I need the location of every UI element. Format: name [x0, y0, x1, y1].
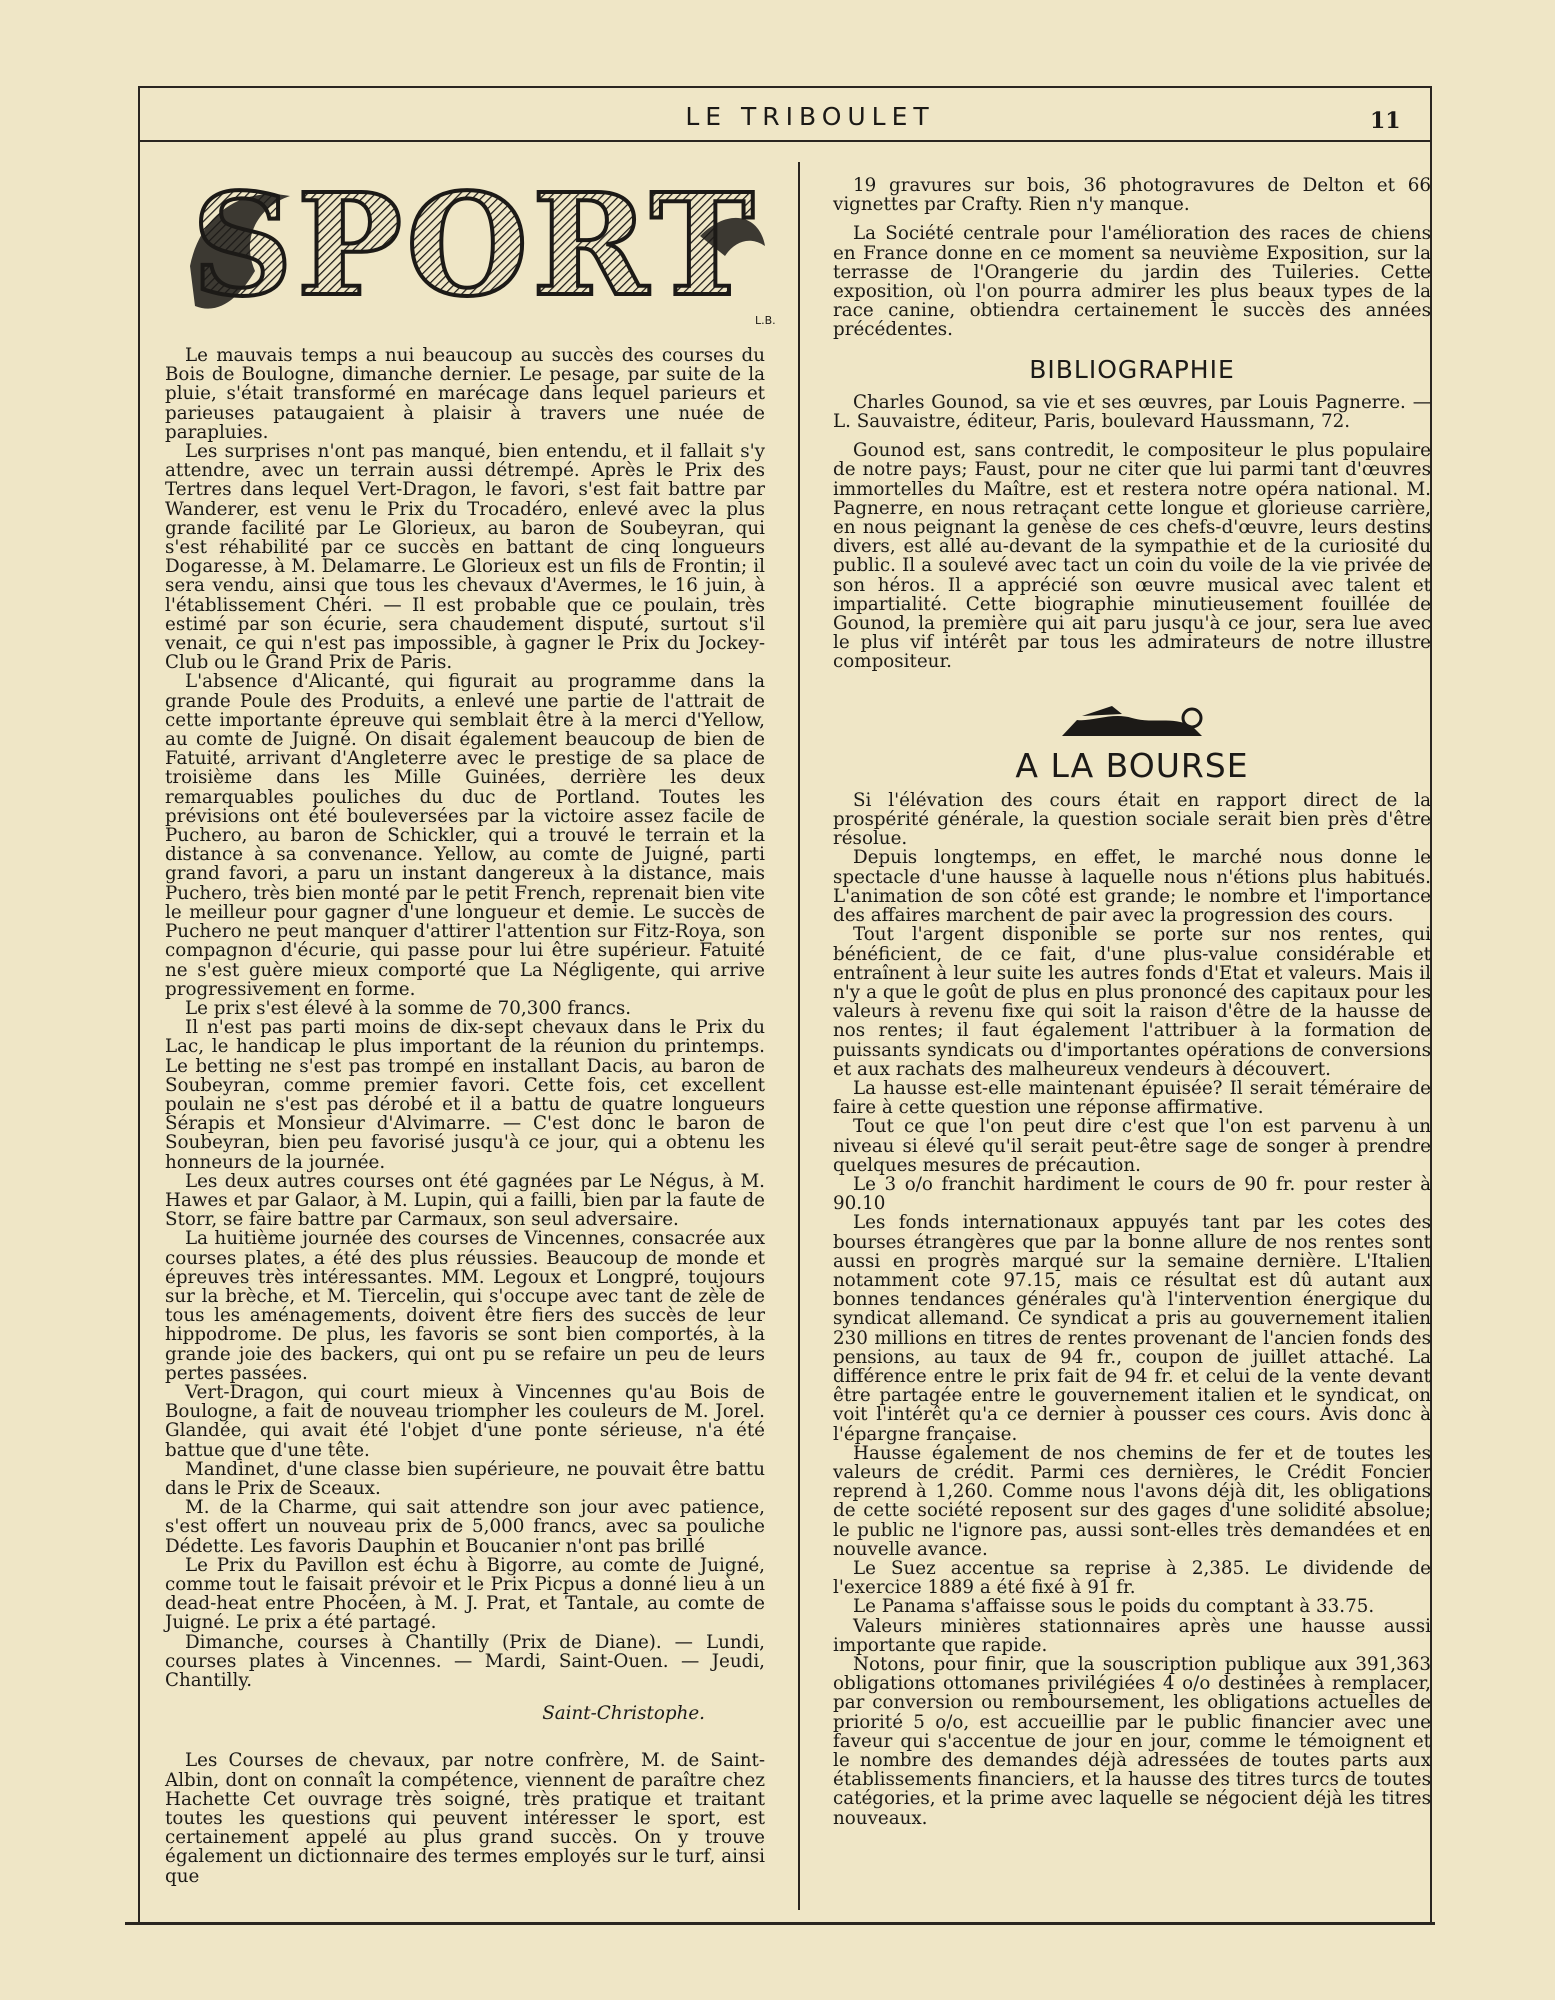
- bourse-paragraph: Le 3 o/o franchit hardiment le cours de 90 fr. pour rester à 90.10: [833, 1173, 1431, 1215]
- sport-masthead: [180, 164, 776, 328]
- sport-paragraph: La huitième journée des courses de Vincennes, consacrée aux courses plates, a été des plus réussies. Beaucoup de monde et épreuves très intéressantes. MM. Legoux et Longpré, toujours sur la brèche, et M. Tiercelin, qui s'occupe avec tant de zèle de tous les aménagements, doivent être fiers des succès de leur hippodrome. De plus, les favoris se sont bien comportés, à la grande joie des backers, qui ont pu se refaire un peu de leurs pertes passées.: [165, 1228, 765, 1384]
- sport-paragraph: Vert-Dragon, qui court mieux à Vincennes qu'au Bois de Boulogne, a fait de nouveau triompher les couleurs de M. Jorel. Glandée, qui avait été l'objet d'une ponte sérieuse, n'a été battue que d'une tête.: [165, 1381, 765, 1461]
- book-note: Les Courses de chevaux, par notre confrère, M. de Saint-Albin, dont on connaît la compétence, viennent de paraître chez Hachette Cet ouvrage très soigné, très pratique et traitant toutes les questions qui peuvent intéresser le sport, est certainement appelé au plus grand succès. On y trouve également un dictionnaire des termes employés sur le turf, ainsi que: [165, 1750, 765, 1887]
- sport-paragraph: M. de la Charme, qui sait attendre son jour avec patience, s'est offert un nouveau prix de 5,000 francs, avec sa pouliche Dédette. Les favoris Dauphin et Boucanier n'ont pas brillé: [165, 1497, 765, 1557]
- sport-paragraph: Le prix s'est élevé à la somme de 70,300 francs.: [185, 997, 632, 1019]
- page-number: 11: [1370, 108, 1401, 134]
- bibliography-body: Gounod est, sans contredit, le compositeur le plus populaire de notre pays; Faust, pour ne citer que lui parmi tant d'œuvres immortelles du Maître, est et restera notre opéra national. M. Pagnerre, en nous retraçant cette longue et glorieuse carrière, en nous peignant la genèse de ces chefs-d'œuvre, leurs destins divers, est allé au-devant de la sympathie et de la curiosité du public. Il a soulevé avec tact un coin du voile de la vie privée de son héros. Il a apprécié son œuvre musical avec talent et impartialité. Cette biographie minutieusement fouillée de Gounod, la première qui ait paru jusqu'à ce jour, sera lue avec le plus vif intérêt par tous les admirateurs de notre illustre compositeur.: [833, 440, 1431, 673]
- header-rule: [138, 140, 1430, 142]
- sport-paragraph: Dimanche, courses à Chantilly (Prix de Diane). — Lundi, courses plates à Vincennes. — Mardi, Saint-Ouen. — Jeudi, Chantilly.: [165, 1631, 765, 1692]
- masthead-title: SPORT: [191, 164, 759, 328]
- bibliographie-heading: BIBLIOGRAPHIE: [1029, 354, 1235, 384]
- masthead-signature: L.B.: [755, 314, 776, 327]
- bourse-paragraph: Depuis longtemps, en effet, le marché nous donne le spectacle d'une hausse à laquelle nous n'étions plus habitués. L'animation de son côté est grande; le nombre et l'importance des affaires marchent de pair avec la progression des cours.: [833, 847, 1431, 927]
- bourse-paragraph: Tout l'argent disponible se porte sur nos rentes, qui bénéficient, de ce fait, d'une plus-value considérable et entraînent à leur suite les autres fonds d'Etat et valeurs. Mais il n'y a que le goût de plus en plus prononcé des capitaux pour les valeurs à revenu fixe qui soit la raison d'être de la hausse de nos rentes; il faut également l'attribuer à la formation de puissants syndicats ou d'importantes opérations de conversions et aux rachats des malheureux vendeurs à découvert.: [833, 924, 1431, 1080]
- jester-ornament-icon: [1052, 696, 1212, 746]
- continuation-paragraph: 19 gravures sur bois, 36 photogravures de Delton et 66 vignettes par Crafty. Rien n'y manque.: [833, 175, 1431, 216]
- bourse-paragraph: Tout ce que l'on peut dire c'est que l'on est parvenu à un niveau si élevé qu'il serait peut-être sage de songer à prendre quelques mesures de précaution.: [833, 1116, 1431, 1176]
- bourse-paragraph: Les fonds internationaux appuyés tant par les cotes des bourses étrangères que par la bonne allure de nos rentes sont aussi en progrès marqué sur la semaine dernière. L'Italien notamment cote 97.15, mais ce résultat est dû autant aux bonnes tendances générales qu'à l'intervention énergique du syndicat allemand. Ce syndicat a pris au gouvernement italien 230 millions en titres de rentes provenant de l'ancien fonds des pensions, au taux de 94 fr., coupon de juillet attaché. La différence entre le prix fait de 94 fr. et celui de la vente devant être partagée entre le gouvernement italien et le syndicat, on voit l'intérêt qu'a ce dernier à pousser ces cours. Avis donc à l'épargne française.: [833, 1212, 1431, 1445]
- bourse-paragraph: Valeurs minières stationnaires après une hausse aussi importante que rapide.: [833, 1615, 1431, 1656]
- bourse-paragraph: Le Panama s'affaisse sous le poids du comptant à 33.75.: [853, 1596, 1375, 1618]
- sport-paragraph: Le Prix du Pavillon est échu à Bigorre, au comte de Juigné, comme tout le faisait prévoir et le Prix Picpus a donné lieu à un dead-heat entre Phocéen, à M. J. Prat, et Tantale, au comte de Juigné. Le prix a été partagé.: [165, 1554, 765, 1634]
- dog-show-paragraph: La Société centrale pour l'amélioration des races de chiens en France donne en ce moment sa neuvième Exposition, sur la terrasse de l'Orangerie du jardin des Tuileries. Cette exposition, où l'on pourra admirer les plus beaux types de la race canine, obtiendra certainement le succès des années précédentes.: [833, 223, 1431, 341]
- bourse-paragraph: Notons, pour finir, que la souscription publique aux 391,363 obligations ottomanes privilégiées 4 o/o destinées à remplacer, par conversion ou remboursement, les obligations actuelles de priorité 5 o/o, est accueillie par le public financier avec une faveur qui s'accentue de jour en jour, comme le témoignent et le nombre des demandes déjà adressées de toutes parts aux établissements financiers, et la hausse des titres turcs de toutes catégories, et la prime avec laquelle se négocient déjà les titres nouveaux.: [833, 1654, 1431, 1829]
- sport-paragraph: Les surprises n'ont pas manqué, bien entendu, et il fallait s'y attendre, avec un terrain aussi détrempé. Après le Prix des Tertres dans lequel Vert-Dragon, le favori, s'est fait battre par Wanderer, est venu le Prix du Trocadéro, enlevé avec la plus grande facilité par Le Glorieux, au baron de Soubeyran, qui s'est réhabilité par ce succès en battant de cinq longueurs Dogaresse, à M. Delamarre. Le Glorieux est un fils de Frontin; il sera vendu, ainsi que tous les chevaux d'Avermes, le 16 juin, à l'établissement Chéri. — Il est probable que ce poulain, très estimé par son écurie, sera chaudement disputé, surtout s'il venait, ce qui n'est pas impossible, à gagner le Prix du Jockey-Club ou le Grand Prix de Paris.: [165, 441, 765, 674]
- sport-paragraph: Les deux autres courses ont été gagnées par Le Négus, à M. Hawes et par Galaor, à M. Lupin, qui a failli, bien par la faute de Storr, se faire battre par Carmaux, son seul adversaire.: [165, 1170, 765, 1231]
- bourse-paragraph: La hausse est-elle maintenant épuisée? Il serait téméraire de faire à cette question une réponse affirmative.: [833, 1077, 1431, 1119]
- sport-paragraph: Mandinet, d'une classe bien supérieure, ne pouvait être battu dans le Prix de Sceaux.: [165, 1458, 765, 1499]
- sport-paragraph: Le mauvais temps a nui beaucoup au succès des courses du Bois de Boulogne, dimanche dernier. Le pesage, par suite de la pluie, s'était transformé en marécage dans lequel parieurs et parieuses pataugaient à plaisir à travers une nuée de parapluies.: [165, 345, 765, 443]
- column-divider: [798, 162, 800, 1910]
- bibliography-reference: Charles Gounod, sa vie et ses œuvres, par Louis Pagnerre. — L. Sauvaistre, éditeur, Paris, boulevard Haussmann, 72.: [833, 391, 1431, 433]
- author-signature: Saint-Christophe.: [542, 1703, 705, 1725]
- bourse-paragraph: Hausse également de nos chemins de fer et de toutes les valeurs de crédit. Parmi ces dernières, le Crédit Foncier reprend à 1,260. Comme nous l'avons déjà dit, les obligations de cette société reposent sur des gages d'une solidité absolue; le public ne l'ignore pas, aussi sont-elles très demandées et en nouvelle avance.: [833, 1442, 1431, 1560]
- sport-paragraph: Il n'est pas parti moins de dix-sept chevaux dans le Prix du Lac, le handicap le plus important de la réunion du printemps. Le betting ne s'est pas trompé en installant Dacis, au baron de Soubeyran, comme premier favori. Cette fois, cet excellent poulain ne s'est pas dérobé et il a battu de quatre longueurs Sérapis et Monsieur d'Alvimarre. — C'est donc le baron de Soubeyran, bien peu favorisé jusqu'à ce jour, qui a obtenu les honneurs de la journée.: [165, 1017, 765, 1173]
- bourse-heading: A LA BOURSE: [1015, 745, 1249, 785]
- bottom-rule: [125, 1922, 1435, 1925]
- left-column: [165, 346, 765, 1886]
- bourse-paragraph: Le Suez accentue sa reprise à 2,385. Le dividende de l'exercice 1889 a été fixé à 91 fr.: [833, 1558, 1431, 1599]
- bourse-paragraph: Si l'élévation des cours était en rapport direct de la prospérité générale, la question sociale serait bien près d'être résolue.: [833, 789, 1431, 850]
- right-column: [833, 176, 1431, 1828]
- journal-title: LE TRIBOULET: [685, 102, 935, 131]
- sport-paragraph: L'absence d'Alicanté, qui figurait au programme dans la grande Poule des Produits, a enlevé une partie de l'attrait de cette importante épreuve qui semblait être à la merci d'Yellow, au comte de Juigné. On disait également beaucoup de bien de Fatuité, arrivant d'Angleterre avec le prestige de sa place de troisième dans les Mille Guinées, derrière les deux remarquables pouliches du duc de Portland. Toutes les prévisions ont été bouleversées par la victoire assez facile de Puchero, au baron de Schickler, qui a trouvé le terrain et la distance à sa convenance. Yellow, au comte de Juigné, parti grand favori, a paru un instant dangereux à la distance, mais Puchero, très bien monté par le petit French, reprenait bien vite le meilleur pour gagner d'une longueur et demie. Le succès de Puchero ne peut manquer d'attirer l'attention sur Fitz-Roya, son compagnon d'écurie, qui passe pour lui être supérieur. Fatuité ne s'est guère mieux comporté que La Négligente, qui arrive progressivement en forme.: [165, 671, 765, 1000]
